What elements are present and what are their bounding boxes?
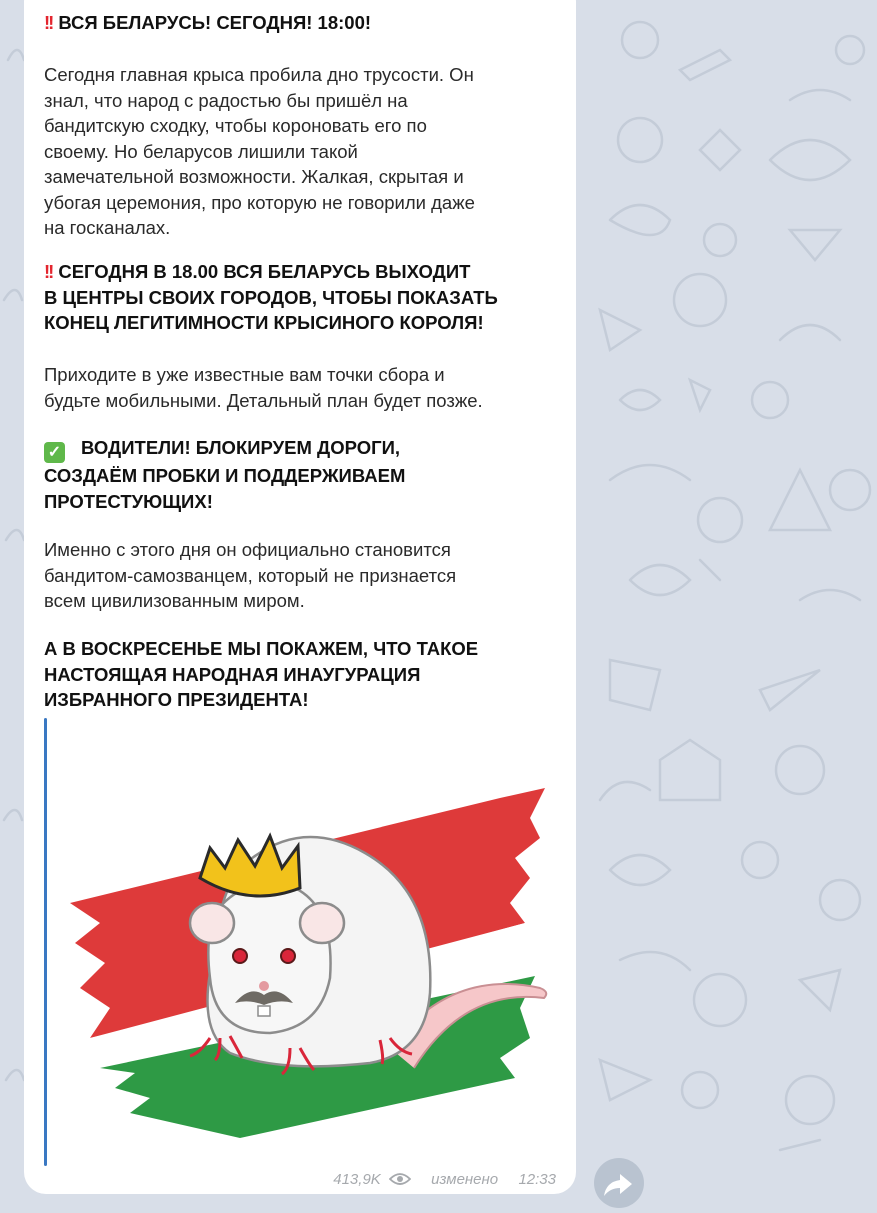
message-paragraph: Сегодня главная крыса пробила дно трусости. Он знал, что народ с радостью бы пришёл на бандитскую сходку, чтобы короновать его по своему. Но беларусов лишили такой замечательной возможности. Жалкая, скрытая и убогая церемония, про которую не говорили даже на госканалах. bbox=[44, 64, 475, 238]
message-meta bbox=[300, 1170, 556, 1194]
link-preview-bar bbox=[44, 718, 47, 1166]
message-heading: ✓ ВОДИТЕЛИ! БЛОКИРУЕМ ДОРОГИ, СОЗДАЁМ ПРОБКИ И ПОДДЕРЖИВАЕМ ПРОТЕСТУЮЩИХ! bbox=[44, 437, 406, 512]
eye-icon bbox=[389, 1172, 411, 1186]
check-mark-icon: ✓ bbox=[44, 442, 65, 463]
forward-arrow-icon bbox=[594, 1158, 644, 1208]
message-time: 12:33 bbox=[518, 1170, 556, 1188]
view-count: 413,9K bbox=[333, 1170, 381, 1188]
message-paragraph: Именно с этого дня он официально становится бандитом-самозванцем, который не признается всем цивилизованным миром. bbox=[44, 539, 457, 611]
crowned-rat-illustration bbox=[60, 718, 560, 1166]
message-heading: А В ВОСКРЕСЕНЬЕ МЫ ПОКАЖЕМ, ЧТО ТАКОЕ НАСТОЯЩАЯ НАРОДНАЯ ИНАУГУРАЦИЯ ИЗБРАННОГО ПРЕЗИДЕНТА! bbox=[44, 638, 479, 710]
message-image[interactable] bbox=[60, 718, 560, 1166]
double-exclamation-icon: !! bbox=[44, 12, 53, 33]
double-exclamation-icon: !! bbox=[44, 261, 53, 282]
message-paragraph: Приходите в уже известные вам точки сбора и будьте мобильными. Детальный план будет позже. bbox=[44, 364, 483, 411]
message-heading: !! СЕГОДНЯ В 18.00 ВСЯ БЕЛАРУСЬ ВЫХОДИТ В ЦЕНТРЫ СВОИХ ГОРОДОВ, ЧТОБЫ ПОКАЗАТЬ КОНЕЦ ЛЕГИТИМНОСТИ КРЫСИНОГО КОРОЛЯ! bbox=[44, 261, 498, 333]
edited-label: изменено bbox=[431, 1170, 499, 1188]
message-title: !! ВСЯ БЕЛАРУСЬ! СЕГОДНЯ! 18:00! bbox=[44, 12, 372, 33]
forward-button[interactable] bbox=[594, 1158, 644, 1208]
